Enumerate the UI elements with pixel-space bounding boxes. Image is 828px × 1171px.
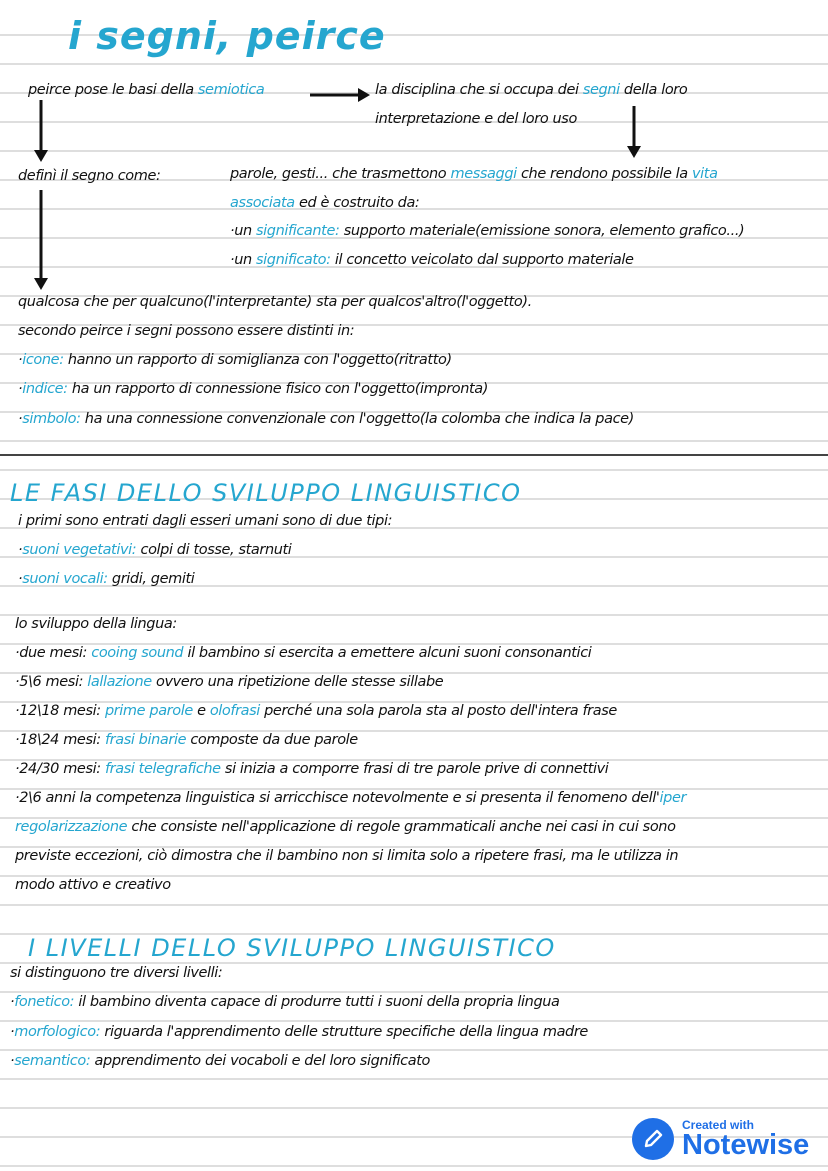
text-segment: si distinguono tre diversi livelli: bbox=[10, 965, 223, 981]
highlighted-term: regolarizzazione bbox=[15, 819, 128, 835]
text-line bbox=[15, 732, 358, 748]
highlighted-term: significato: bbox=[256, 252, 331, 268]
highlighted-term: lallazione bbox=[87, 674, 152, 690]
highlighted-term: semantico: bbox=[14, 1053, 91, 1069]
text-line bbox=[375, 111, 577, 127]
text-line bbox=[15, 819, 676, 835]
text-line bbox=[18, 513, 392, 529]
highlighted-term: indice: bbox=[22, 381, 68, 397]
highlighted-term: icone: bbox=[22, 352, 64, 368]
text-segment: composte da due parole bbox=[186, 732, 358, 748]
text-line bbox=[18, 352, 452, 368]
text-segment: della loro bbox=[619, 82, 688, 98]
section-divider bbox=[0, 454, 828, 456]
highlighted-term: vita bbox=[692, 166, 718, 182]
text-line bbox=[230, 252, 633, 268]
text-segment: gridi, gemiti bbox=[107, 571, 195, 587]
text-line bbox=[10, 994, 560, 1010]
highlighted-term: olofrasi bbox=[209, 703, 260, 719]
text-line bbox=[10, 1024, 588, 1040]
text-line bbox=[15, 877, 171, 893]
text-segment: ·12\18 mesi: bbox=[15, 703, 105, 719]
text-segment: la disciplina che si occupa dei bbox=[375, 82, 583, 98]
arrow-down-icon bbox=[32, 188, 50, 292]
highlighted-term: significante: bbox=[256, 223, 340, 239]
text-segment: · bbox=[18, 571, 23, 587]
text-line bbox=[15, 761, 608, 777]
text-segment: che rendono possibile la bbox=[516, 166, 692, 182]
highlighted-term: associata bbox=[230, 195, 295, 211]
text-segment: · bbox=[18, 352, 23, 368]
text-line bbox=[230, 166, 718, 182]
highlighted-term: frasi telegrafiche bbox=[104, 761, 221, 777]
text-segment: · bbox=[18, 411, 23, 427]
highlighted-term: cooing sound bbox=[91, 645, 184, 661]
text-line bbox=[18, 411, 634, 427]
text-line bbox=[15, 616, 177, 632]
text-segment: ha una connessione convenzionale con l'oggetto(la colomba che indica la pace) bbox=[80, 411, 634, 427]
text-segment: il bambino si esercita a emettere alcuni suoni consonantici bbox=[183, 645, 592, 661]
text-segment: · bbox=[10, 994, 15, 1010]
highlighted-term: prime parole bbox=[104, 703, 193, 719]
text-segment: colpi di tosse, starnuti bbox=[136, 542, 292, 558]
text-segment: ·un bbox=[230, 252, 256, 268]
text-line bbox=[18, 571, 194, 587]
text-line bbox=[18, 542, 291, 558]
text-line bbox=[15, 848, 678, 864]
text-segment: ·due mesi: bbox=[15, 645, 92, 661]
text-segment: ·2\6 anni la competenza linguistica si arricchisce notevolmente e si presenta il fenomeno dell' bbox=[15, 790, 660, 806]
text-segment: modo attivo e creativo bbox=[15, 877, 171, 893]
text-segment: perché una sola parola sta al posto dell'intera frase bbox=[259, 703, 617, 719]
text-segment: definì il segno come: bbox=[18, 168, 161, 184]
text-line bbox=[15, 790, 686, 806]
text-segment: parole, gesti... che trasmettono bbox=[230, 166, 451, 182]
highlighted-term: messaggi bbox=[450, 166, 517, 182]
text-segment: · bbox=[10, 1024, 15, 1040]
highlighted-term: frasi binarie bbox=[104, 732, 187, 748]
highlighted-term: fonetico: bbox=[14, 994, 75, 1010]
text-line bbox=[10, 965, 222, 981]
highlighted-term: segni bbox=[582, 82, 620, 98]
text-segment: interpretazione e del loro uso bbox=[375, 111, 577, 127]
text-segment: lo sviluppo della lingua: bbox=[15, 616, 177, 632]
text-line bbox=[18, 381, 488, 397]
text-segment: e bbox=[192, 703, 210, 719]
highlighted-term: morfologico: bbox=[14, 1024, 101, 1040]
page-title: i segni, peirce bbox=[68, 14, 386, 58]
text-segment: hanno un rapporto di somiglianza con l'oggetto(ritratto) bbox=[63, 352, 452, 368]
text-segment: · bbox=[18, 542, 23, 558]
highlighted-term: semiotica bbox=[197, 82, 265, 98]
text-segment: riguarda l'apprendimento delle strutture specifiche della lingua madre bbox=[100, 1024, 588, 1040]
text-segment: il bambino diventa capace di produrre tutti i suoni della propria lingua bbox=[74, 994, 560, 1010]
text-segment: secondo peirce i segni possono essere distinti in: bbox=[18, 323, 355, 339]
text-segment: · bbox=[10, 1053, 15, 1069]
text-segment: si inizia a comporre frasi di tre parole prive di connettivi bbox=[220, 761, 609, 777]
highlighted-term: suoni vocali: bbox=[22, 571, 108, 587]
text-segment: ovvero una ripetizione delle stesse sillabe bbox=[151, 674, 444, 690]
text-segment: ed è costruito da: bbox=[294, 195, 420, 211]
text-segment: ha un rapporto di connessione fisico con l'oggetto(impronta) bbox=[67, 381, 489, 397]
highlighted-term: iper bbox=[659, 790, 687, 806]
text-line bbox=[28, 82, 264, 98]
logo-name: Notewise bbox=[682, 1128, 810, 1161]
notewise-logo bbox=[632, 1118, 809, 1160]
text-segment: supporto materiale(emissione sonora, elemento grafico...) bbox=[339, 223, 745, 239]
text-line bbox=[15, 703, 617, 719]
text-segment: i primi sono entrati dagli esseri umani sono di due tipi: bbox=[18, 513, 393, 529]
text-line bbox=[10, 1053, 430, 1069]
text-segment: ·18\24 mesi: bbox=[15, 732, 105, 748]
text-line bbox=[15, 645, 591, 661]
highlighted-term: simbolo: bbox=[22, 411, 81, 427]
text-segment: peirce pose le basi della bbox=[28, 82, 198, 98]
text-segment: che consiste nell'applicazione di regole grammaticali anche nei casi in cui sono bbox=[127, 819, 676, 835]
text-line bbox=[230, 195, 419, 211]
text-segment: ·5\6 mesi: bbox=[15, 674, 88, 690]
text-line bbox=[18, 168, 160, 184]
highlighted-term: suoni vegetativi: bbox=[22, 542, 137, 558]
text-segment: apprendimento dei vocaboli e del loro significato bbox=[90, 1053, 430, 1069]
text-segment: · bbox=[18, 381, 23, 397]
text-segment: ·24/30 mesi: bbox=[15, 761, 105, 777]
pencil-icon bbox=[632, 1118, 674, 1160]
arrow-right-icon bbox=[308, 86, 372, 104]
text-line bbox=[18, 294, 532, 310]
arrow-down-icon bbox=[625, 104, 643, 160]
arrow-down-icon bbox=[32, 98, 50, 164]
text-segment: qualcosa che per qualcuno(l'interpretante) sta per qualcos'altro(l'oggetto). bbox=[18, 294, 532, 310]
text-segment: il concetto veicolato dal supporto materiale bbox=[330, 252, 634, 268]
logo-caption: Created with bbox=[682, 1117, 755, 1132]
text-line bbox=[15, 674, 443, 690]
text-line bbox=[18, 323, 354, 339]
text-segment: previste eccezioni, ciò dimostra che il bambino non si limita solo a ripetere frasi, ma le utilizza in bbox=[15, 848, 679, 864]
text-line bbox=[375, 82, 687, 98]
section-heading-fasi: LE FASI DELLO SVILUPPO LINGUISTICO bbox=[10, 479, 522, 507]
text-segment: ·un bbox=[230, 223, 256, 239]
section-heading-livelli: I LIVELLI DELLO SVILUPPO LINGUISTICO bbox=[28, 934, 556, 962]
text-line bbox=[230, 223, 744, 239]
